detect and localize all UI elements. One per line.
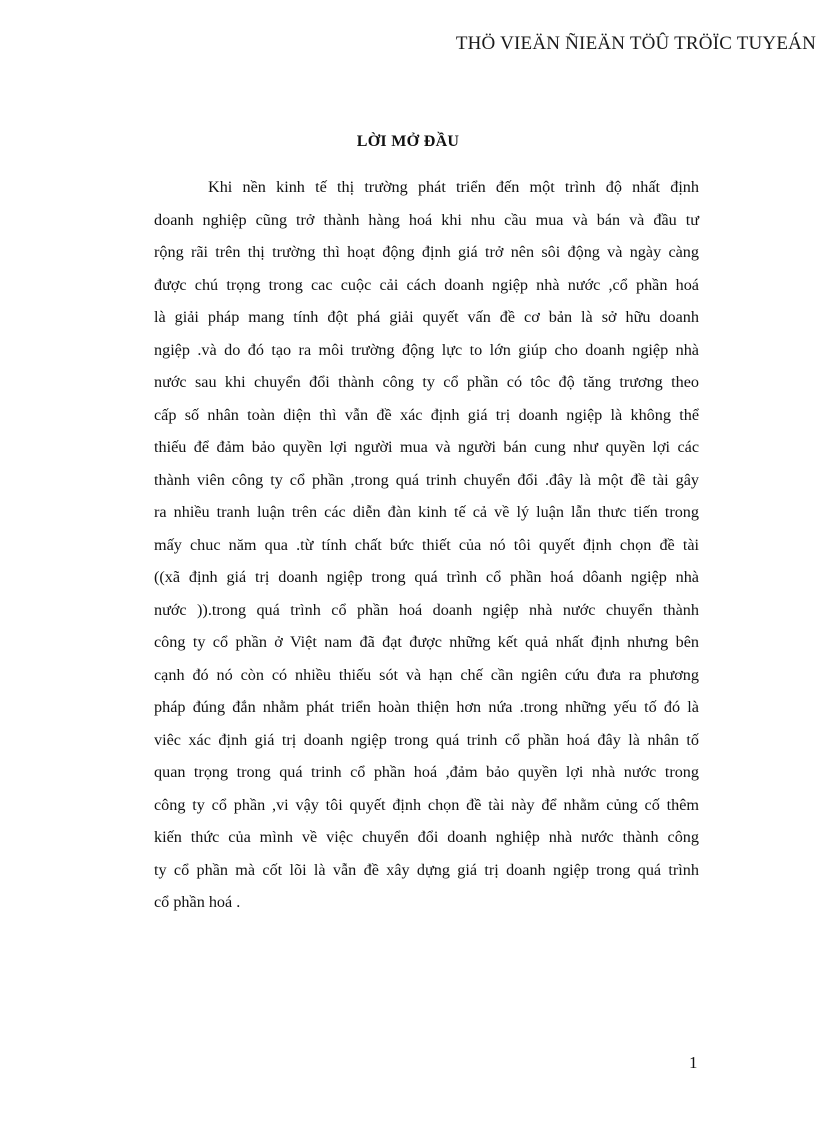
paragraph-line: kiến thức của mình về việc chuyển đổi doanh nghiệp nhà nước thành công <box>154 828 699 846</box>
paragraph-line: cạnh đó nó còn có nhiều thiếu sót và hạn chế cần ngiên cứu đưa ra phương <box>154 665 699 684</box>
paragraph-line: công ty cổ phần ,vi vậy tôi quyết định chọn đề tài này để nhằm củng cố thêm <box>154 795 699 814</box>
paragraph-line: ty cổ phần mà cốt lõi là vẫn đề xây dựng giá trị doanh ngiệp trong quá trình <box>154 860 699 879</box>
running-header: THÖ VIEÄN ÑIEÄN TÖÛ TRÖÏC TUYEÁN <box>455 33 816 54</box>
paragraph-line: doanh nghiệp cũng trở thành hàng hoá khi nhu cầu mua và bán và đầu tư <box>154 210 699 229</box>
paragraph-line: Khi nền kinh tế thị trường phát triển đến một trình độ nhất định <box>208 178 699 196</box>
paragraph-line: rộng rãi trên thị trường thì hoạt động định giá trở nên sôi động và ngày càng <box>154 243 699 261</box>
page-number: 1 <box>689 1053 698 1072</box>
paragraph-line: ngiệp .và do đó tạo ra môi trường động lực to lớn giúp cho doanh ngiệp nhà <box>154 340 699 359</box>
paragraph-line: pháp đúng đắn nhằm phát triển hoàn thiện hơn nứa .trong những yếu tố đó là <box>154 698 699 716</box>
paragraph-line: nước )).trong quá trình cổ phần hoá doanh ngiệp nhà nước chuyển thành <box>154 600 699 619</box>
paragraph-line: là giải pháp mang tính đột phá giải quyết vấn đề cơ bản là sở hữu doanh <box>154 308 699 326</box>
paragraph-line: ra nhiều tranh luận trên các diễn đàn kinh tế cả về lý luận lẫn thưc tiến trong <box>154 503 699 521</box>
paragraph-line: ((xã định giá trị doanh ngiệp trong quá trình cổ phần hoá dôanh ngiệp nhà <box>154 568 699 586</box>
paragraph-line: cấp số nhân toàn diện thì vẫn đề xác định giá trị doanh ngiệp là không thể <box>154 405 699 424</box>
paragraph-line: mấy chuc năm qua .từ tính chất bức thiết của nó tôi quyết định chọn đề tài <box>154 535 699 554</box>
paragraph-line: được chú trọng trong cac cuộc cải cách doanh ngiệp nhà nước ,cổ phần hoá <box>154 275 699 294</box>
paragraph-line: viêc xác định giá trị doanh ngiệp trong quá trinh cổ phần hoá đây là nhân tố <box>154 730 699 749</box>
paragraph-line: thành viên công ty cổ phần ,trong quá trinh chuyển đổi .đây là một đề tài gây <box>154 470 699 489</box>
paragraph-line: nước sau khi chuyển đổi thành công ty cổ phần có tôc độ tăng trương theo <box>154 373 699 391</box>
paragraph-line: cổ phần hoá . <box>154 893 241 911</box>
document-title: LỜI MỞ ĐẦU <box>356 133 460 150</box>
paragraph-line: quan trọng trong quá trinh cổ phần hoá ,đảm bảo quyền lợi nhà nước trong <box>154 763 699 781</box>
paragraph-line: công ty cổ phần ở Việt nam đã đạt được những kết quả nhất định nhưng bên <box>154 633 699 651</box>
introduction-paragraph <box>154 171 699 919</box>
paragraph-line: thiếu để đảm bảo quyền lợi người mua và người bán cung như quyền lợi các <box>154 438 699 456</box>
